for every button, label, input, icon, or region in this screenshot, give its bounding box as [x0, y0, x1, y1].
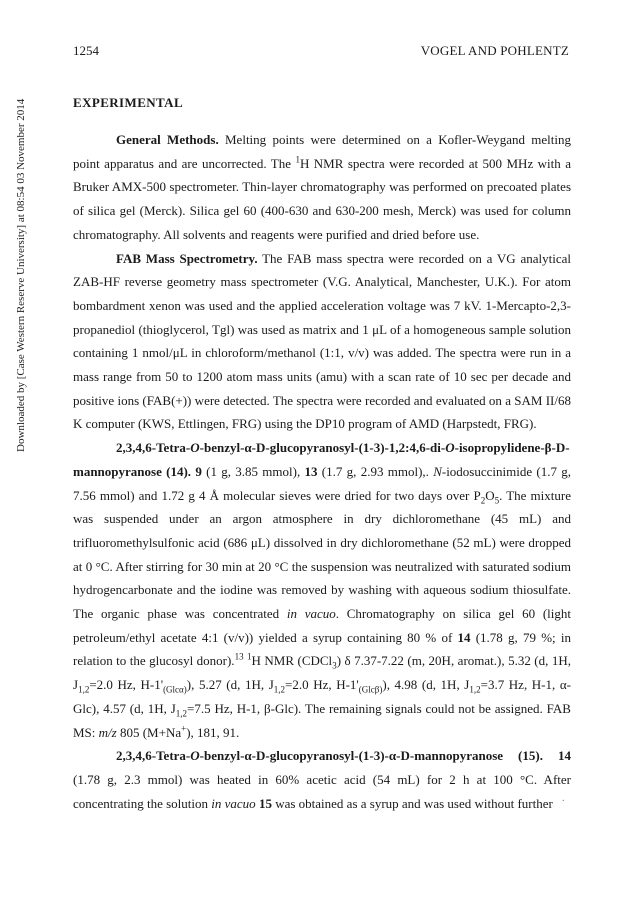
superscript: 1 [295, 154, 300, 165]
text-run: -iodosuccinimide (1.7 g, 7.56 mmol) and 1.72 g 4 Å molecular sieves were dried for two days over P [73, 463, 572, 503]
text-run: . Chromatography on silica gel 60 (light petroleum/ethyl acetate 4:1 (v/v)) yielded a syrup containing 80 % of [73, 606, 571, 645]
compound-number: 9 [195, 463, 202, 479]
paragraph-general-methods [73, 128, 571, 247]
subscript: 2 [480, 495, 486, 506]
text-run: H NMR (CDCl [251, 653, 333, 669]
subscript: 3 [332, 661, 337, 672]
text-run: (1.7 g, 2.93 mmol),. [317, 463, 434, 479]
subscript: 1,2 [175, 708, 188, 719]
text-run: ), 4.98 (d, 1H, J [382, 677, 470, 693]
superscript: + [181, 723, 187, 734]
text-run: -isopropylidene-β-D-mannopyranose (14). [73, 440, 570, 479]
compound-number: 15 [258, 795, 272, 811]
text-run: O [190, 440, 200, 456]
text-run: -benzyl-α-D-glucopyranosyl-(1-3)-1,2:4,6-di- [199, 440, 446, 456]
text-run: =7.5 Hz, H-1, β-Glc). The remaining signals could not be assigned. FAB MS: [73, 700, 571, 740]
subscript: 1,2 [78, 684, 90, 695]
text-run: Melting points were determined on a Kofler-Weygand melting point apparatus and are uncorrected. The [73, 132, 571, 171]
text-run: (1 g, 3.85 mmol), [201, 463, 305, 479]
article-body [73, 128, 571, 815]
text-run: in vacuo [211, 795, 256, 811]
compound-number: 14 [457, 629, 471, 645]
paragraph-title: FAB Mass Spectrometry. [116, 250, 258, 266]
text-run: in vacuo [286, 606, 336, 622]
text-run: ), 181, 91. [186, 724, 240, 740]
text-run: ) δ 7.37-7.22 (m, 20H, aromat.), 5.32 (d, 1H, J [73, 653, 571, 693]
text-run: =2.0 Hz, H-1' [285, 677, 359, 693]
text-run: -benzyl-α-D-glucopyranosyl-(1-3)-α-D-mannopyranose (15). [199, 748, 543, 764]
text-run: ), 5.27 (d, 1H, J [186, 677, 274, 693]
compound-number: 13 [304, 463, 318, 479]
text-run: N [433, 463, 442, 479]
text-run: 2,3,4,6-Tetra- [116, 748, 191, 764]
text-run: O [485, 487, 495, 503]
subscript: (Glcβ) [358, 684, 383, 695]
stray-mark: . [562, 793, 565, 804]
text-run: O [190, 748, 200, 764]
text-run: (1.78 g, 79 %; in relation to the glucosyl donor). [73, 629, 571, 669]
paragraph-compound-14 [73, 436, 571, 744]
paragraph-compound-15 [73, 744, 571, 815]
text-run: O [445, 440, 455, 456]
superscript: 1 [247, 652, 252, 663]
text-run: was obtained as a syrup and was used without further [271, 795, 553, 811]
compound-title [116, 748, 543, 763]
subscript: 1,2 [273, 684, 286, 695]
subscript: 5 [494, 495, 500, 506]
text-run: =3.7 Hz, H-1, α-Glc), 4.57 (d, 1H, J [73, 677, 571, 716]
running-title: VOGEL AND POHLENTZ [420, 43, 569, 58]
reference-marker: 13 [234, 652, 244, 663]
download-watermark: Downloaded by [Case Western Reserve University] at 08:54 03 November 2014 [15, 98, 27, 452]
section-heading: EXPERIMENTAL [73, 95, 184, 110]
text-run: H NMR spectra were recorded at 500 MHz with a Bruker AMX-500 spectrometer. Thin-layer chromatography was performed on precoated plates of silica gel (Merck). Silica gel 60 (400-630 and 630-200 mesh, Merck) was used for column chromatography. All solvents and reagents were purified and dried before use. [73, 155, 571, 242]
compound-number: 14 [558, 748, 571, 764]
page-number: 1254 [73, 43, 99, 58]
text-run: m/z [98, 724, 117, 740]
text-run: The FAB mass spectra were recorded on a VG analytical ZAB-HF reverse geometry mass spectrometer (V.G. Analytical, Manchester, U.K.). For atom bombardment xenon was used and the applied acceleration voltage was 7 kV. 1-Mercapto-2,3-propanediol (thioglycerol, Tgl) was used as matrix and 1 μL of a homogeneous sample solution containing 1 nmol/μL in chloroform/methanol (1:1, v/v) was added. The spectra were run in a mass range from 50 to 1200 atom mass units (amu) with a scan rate of 10 sec per decade and positive ions (FAB(+)) were detected. The spectra were recorded and evaluated on a SAM II/68 K computer (KWS, Ettlingen, FRG) using the DP10 program of AMD (Harpstedt, FRG). [73, 250, 571, 432]
text-run: (1.78 g, 2.3 mmol) was heated in 60% acetic acid (54 mL) for 2 h at 100 °C. After concentrating the solution [73, 771, 571, 811]
text-run: =2.0 Hz, H-1' [89, 677, 164, 693]
text-run: 805 (M+Na [116, 724, 182, 740]
paragraph-fab-ms [73, 247, 571, 437]
text-run: . The mixture was suspended under an argon atmosphere in dry dichloromethane (45 mL) and trifluoromethylsulfonic acid (686 μL) dissolved in dry dichloromethane (52 mL) were dropped at 0 °C. After stirring for 30 min at 20 °C the suspension was neutralized with saturated sodium hydrogencarbonate and the iodine was removed by washing with aqueous sodium thiosulfate. The organic phase was concentrated [73, 487, 571, 622]
text-run: 2,3,4,6-Tetra- [116, 440, 191, 456]
subscript: 1,2 [469, 684, 481, 695]
subscript: (Glcα) [163, 684, 187, 695]
text-run [543, 748, 558, 763]
paragraph-title: General Methods. [116, 132, 219, 147]
